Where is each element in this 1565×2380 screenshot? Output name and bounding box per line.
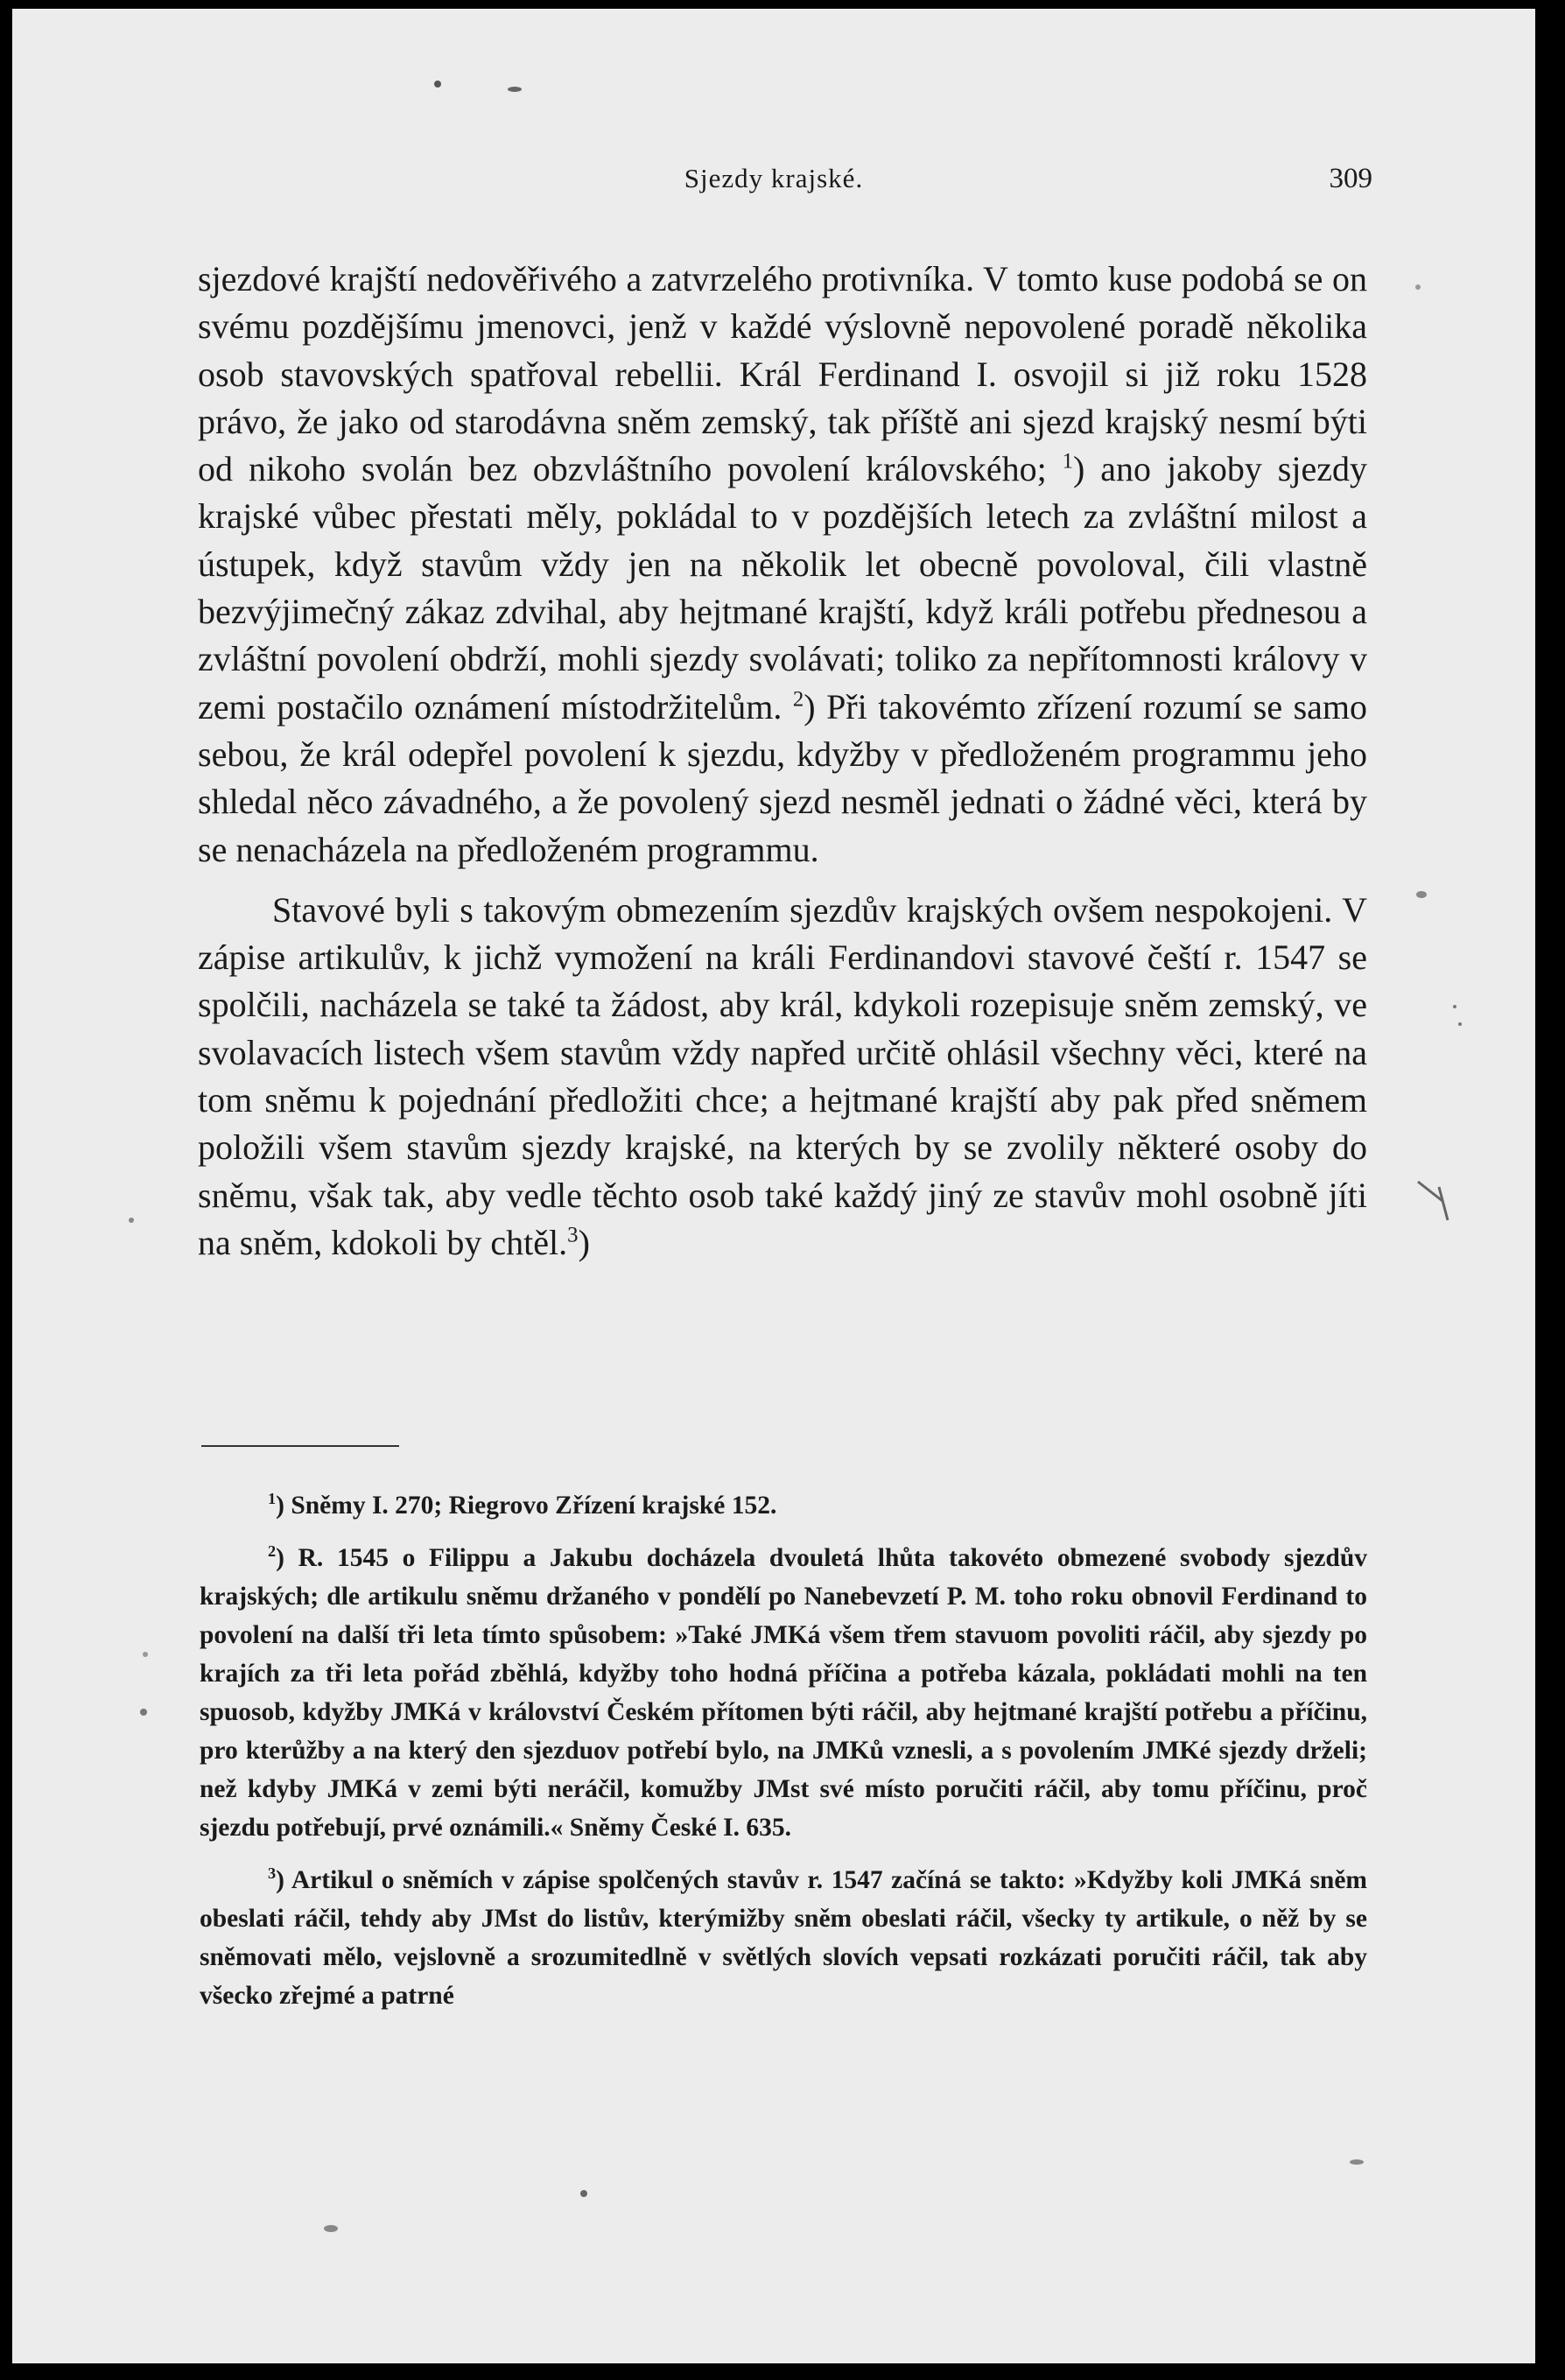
footnote-text: ) Sněmy I. 270; Riegrovo Zřízení krajské 152. [276,1492,777,1520]
speck [1415,284,1421,290]
text-run: ) [578,1222,590,1262]
book-page [12,9,1535,2363]
text-run: sjezdové krajští nedověřivého a zatvrzelého protivníka. V tomto kuse podobá se on svému pozdějšímu jmenovci, jenž v každé výslovně nepovolené poradě několika osob stavovských spatřoval rebellii. Král Ferdinand I. osvojil si již roku 1528 právo, že jako od starodávna sněm zemský, tak příště ani sjezd krajský nesmí býti od nikoho svolán bez obzvláštního povolení královského; [198,259,1367,489]
running-title: Sjezdy krajské. [684,163,864,193]
speck [1350,2159,1364,2165]
speck [1458,1022,1462,1026]
footnote-marker: 3 [268,1864,277,1883]
footnote-ref: 3 [567,1223,579,1247]
speck [143,1652,148,1657]
footnote-ref: 1 [1062,449,1074,474]
footnote-text: ) Artikul o sněmích v zápise spolčených stavův r. 1547 začíná se takto: »Kdyžby koli JMKá sněm obeslati ráčil, tehdy aby JMst do listův, kterýmižby sněm obeslati ráčil, všecky ty artikule, o něž by se sněmovati mělo, vejslovně a srozumitedlně v světlých slovích vepsati rozkázati poručiti ráčil, tak aby všecko zřejmé a patrné [200,1866,1367,2010]
footnote-ref: 2 [792,687,804,712]
paragraph [198,887,1367,1267]
text-run: ) ano jakoby sjezdy krajské vůbec přestati měly, pokládal to v pozdějších letech za zvláštní milost a ústupek, když stavům vždy jen na několik let obecně povoloval, čili vlastně bezvýjimečný zákaz zdvihal, aby hejtmané krajští, když králi potřebu přednesou a zvláštní povolení obdrží, mohli sjezdy svolávati; toliko za nepřítomnosti královy v zemi postačilo oznámení místodržitelům. [198,449,1367,727]
page-number: 309 [1329,163,1372,194]
footnote-marker: 2 [268,1542,277,1561]
main-text [198,256,1367,1267]
footnote [200,1539,1367,1847]
footnote-text: ) R. 1545 o Filippu a Jakubu docházela dvouletá lhůta takovéto obmezené svobody sjezdův krajských; dle artikulu sněmu držaného v pondělí po Nanebevzetí P. M. toho roku obnovil Ferdinand to povolení na další tři leta tímto spůsobem: »Také JMKá všem třem stavuom povoliti ráčil, aby sjezdy po krajích za tři leta pořád zběhlá, kdyžby toho hodná příčina a potřeba kázala, pokládati mohli na ten spuosob, kdyžby JMKá v království Českém přítomen býti ráčil, aby hejtmané krajští potřebu a příčinu, pro kterůžby a na který den sjezduov potřebí bylo, na JMKů vznesli, a s povolením JMKé sjezdy drželi; než kdyby JMKá v zemi býti neráčil, komužby JMst své místo poručiti ráčil, aby tomu příčinu, proč sjezdu potřebují, prvé oznámili.« Sněmy České I. 635. [200,1544,1367,1842]
footnote-marker: 1 [268,1490,277,1508]
speck [129,1218,134,1223]
page-header [12,163,1535,207]
pencil-mark [1418,1182,1448,1220]
paragraph [198,256,1367,874]
speck [508,87,522,92]
speck [1416,891,1427,898]
text-run: Stavové byli s takovým obmezením sjezdův krajských ovšem nespokojeni. V zápise artikulův, k jichž vymožení na králi Ferdinandovi stavové čeští r. 1547 se spolčili, nacházela se také ta žádost, aby král, kdykoli rozepisuje sněm zemský, ve svolavacích listech všem stavům vždy napřed určitě ohlásil všechny věci, které na tom sněmu k pojednání předložiti chce; a hejtmané krajští aby pak před sněmem položili všem stavům sjezdy krajské, na kterých by se zvolily některé osoby do sněmu, však tak, aby vedle těchto osob také každý jiný ze stavův mohl osobně jíti na sněm, kdokoli by chtěl. [198,889,1367,1262]
footnote [200,1486,1367,1525]
speck [140,1709,147,1716]
text-run: ) Při takovémto zřízení rozumí se samo sebou, že král odepřel povolení k sjezdu, kdyžby v předloženém programmu jeho shledal něco závadného, a že povolený sjezd nesměl jednati o žádné věci, která by se nenacházela na předloženém programmu. [198,686,1368,869]
speck [1453,1005,1456,1008]
speck [324,2225,338,2232]
footnote-separator [201,1445,399,1447]
speck [580,2190,587,2197]
footnotes [200,1486,1367,2015]
speck [434,81,441,88]
footnote [200,1861,1367,2015]
